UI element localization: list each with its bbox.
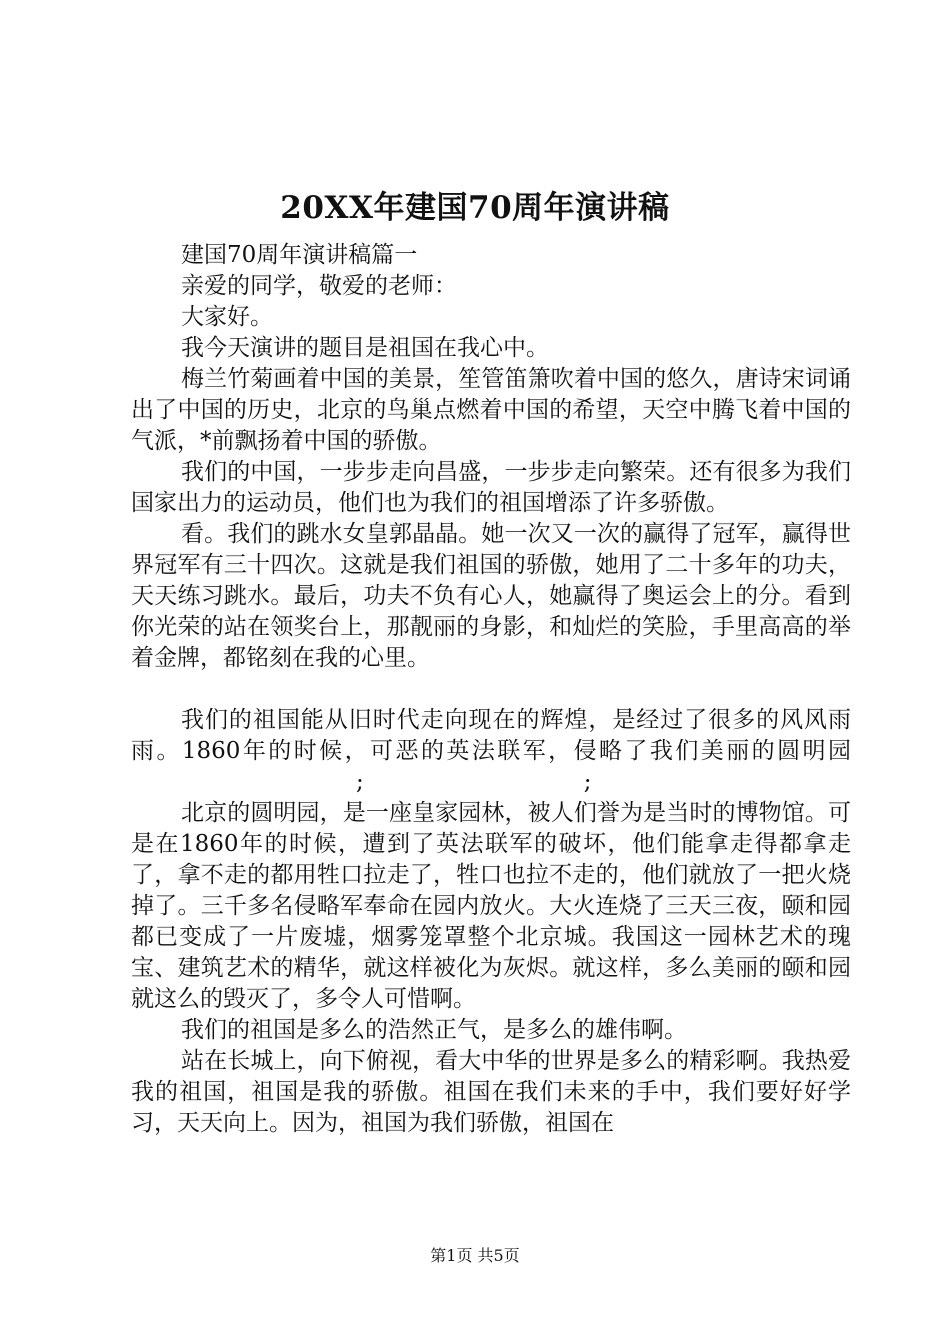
document-body: [131, 240, 851, 1139]
salutation: 亲爱的同学，敬爱的老师：: [181, 273, 457, 299]
semicolon-mark: ;: [583, 769, 592, 795]
body-paragraph: 我们的祖国是多么的浩然正气，是多么的雄伟啊。: [181, 1017, 687, 1043]
body-paragraph: 站在长城上，向下俯视，看大中华的世界是多么的精彩啊。我热爱我的祖国，祖国是我的骄傲。祖国在我们未来的手中，我们要好好学习，天天向上。因为，祖国为我们骄傲，祖国在: [131, 1048, 851, 1136]
body-paragraph-text: 我们的祖国能从旧时代走向现在的辉煌，是经过了很多的风风雨雨。1860年的时候，可恶的英法联军，侵略了我们美丽的圆明园: [131, 707, 851, 764]
body-paragraph: 梅兰竹菊画着中国的美景，笙管笛箫吹着中国的悠久，唐诗宋词诵出了中国的历史，北京的鸟巢点燃着中国的希望，天空中腾飞着中国的气派，*前飘扬着中国的骄傲。: [131, 366, 851, 454]
body-paragraph: 我们的中国，一步步走向昌盛，一步步走向繁荣。还有很多为我们国家出力的运动员，他们也为我们的祖国增添了许多骄傲。: [131, 459, 851, 516]
body-paragraph: 看。我们的跳水女皇郭晶晶。她一次又一次的赢得了冠军，赢得世界冠军有三十四次。这就是我们祖国的骄傲，她用了二十多年的功夫，天天练习跳水。最后，功夫不负有心人，她赢得了奥运会上的分。看到你光荣的站在领奖台上，那靓丽的身影，和灿烂的笑脸，手里高高的举着金牌，都铭刻在我的心里。: [131, 521, 851, 671]
greeting: 大家好。: [181, 304, 273, 330]
blank-line: [131, 674, 851, 705]
body-paragraph: 北京的圆明园，是一座皇家园林，被人们誉为是当时的博物馆。可是在1860年的时候，遭到了英法联军的破坏，他们能拿走得都拿走了，拿不走的都用牲口拉走了，牲口也拉不走的，他们就放了一把火烧掉了。三千多名侵略军奉命在园内放火。大火连烧了三天三夜，颐和园都已变成了一片废墟，烟雾笼罩整个北京城。我国这一园林艺术的瑰宝、建筑艺术的精华，就这样被化为灰烬。就这样，多么美丽的颐和园就这么的毁灭了，多令人可惜啊。: [131, 800, 851, 1012]
page-number: 第1页 共5页: [430, 1246, 520, 1265]
body-paragraph: [131, 705, 851, 798]
document-title: 20XX年建国70周年演讲稿: [280, 190, 670, 226]
semicolon-mark: ;: [356, 769, 364, 795]
section-heading: 建国70周年演讲稿篇一: [181, 242, 418, 268]
topic-line: 我今天演讲的题目是祖国在我心中。: [181, 335, 549, 361]
